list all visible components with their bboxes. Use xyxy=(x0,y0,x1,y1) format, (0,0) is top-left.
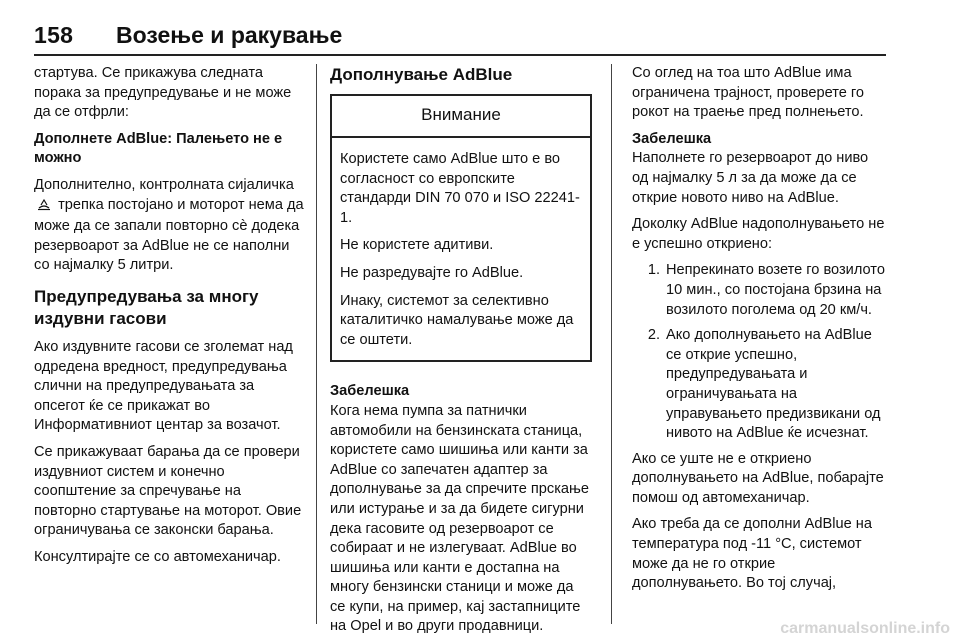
col1-para1 xyxy=(34,176,304,276)
section-title-high-emissions: Предупредувања за многу издувни гасови xyxy=(34,286,259,328)
watermark: carmanualsonline.info xyxy=(780,620,950,637)
caution-p2: Не користете адитиви. xyxy=(340,237,494,254)
list-item xyxy=(632,261,888,320)
caution-heading: Внимание xyxy=(332,96,590,138)
col1-para3: Се прикажуваат барања да се провери издувниот систем и конечно соопштение за спречување на повторно стартување на моторот. Овие ограничувања се законски барања. xyxy=(34,443,302,539)
step-text: Непрекинато возете го возилото 10 мин., со постојана брзина на возилото поголема од 20 км/ч. xyxy=(666,262,885,318)
step-number: 2. xyxy=(647,327,660,344)
caution-p4: Инаку, системот за селективно каталитичко намалување може да се оштети. xyxy=(340,292,574,348)
col3-para3: Ако треба да се дополни AdBlue на температура под -11 °C, системот може да не го открие дополнувањето. Во тој случај, xyxy=(632,516,872,592)
caution-p1: Користете само AdBlue што е во согласност со европските стандарди DIN 70 070 и ISO 22241-1. xyxy=(340,151,580,226)
list-item xyxy=(632,326,888,444)
page-title: Возење и ракување xyxy=(116,22,343,48)
col3-note-text: Наполнете го резервоарот до ниво од најмалку 5 л за да може да се открие новото ниво на AdBlue. xyxy=(632,150,869,206)
column-middle xyxy=(330,64,592,644)
step-text: Ако дополнувањето на AdBlue се открие успешно, предупредувањата и ограничувањата на управувањето предизвикани од нивото на AdBlue ќе исчезнат. xyxy=(666,327,881,442)
column-right xyxy=(632,64,888,601)
col1-para2: Ако издувните гасови се зголемат над одредена вредност, предупредувања слични на предупредувањата за опсегот ќе се прикажат во Информативниот центар за возачот. xyxy=(34,338,293,434)
col3-note-label: Забелешка xyxy=(632,130,712,147)
caution-box xyxy=(330,94,592,362)
column-divider-1 xyxy=(316,64,317,624)
caution-body xyxy=(332,138,590,360)
step-number: 1. xyxy=(647,262,660,279)
page-number: 158 xyxy=(34,22,74,48)
section-title-adblue-refill: Дополнување AdBlue xyxy=(330,65,513,84)
col2-note xyxy=(330,382,592,637)
col1-para1-before: Дополнително, контролната сијаличка xyxy=(34,176,294,193)
col1-para1-after: трепка постојано и моторот нема да може да се запали повторно сѐ додека резервоарот за AdBlue не се наполни со најмалку 5 литри. xyxy=(34,196,304,274)
col1-intro: стартува. Се прикажува следната порака за предупредување и не може да се отфрли: xyxy=(34,65,292,121)
caution-p3: Не разредувајте го AdBlue. xyxy=(340,264,524,281)
col3-intro: Со оглед на тоа што AdBlue има ограничена трајност, проверете го рокот на траење пред полнењето. xyxy=(632,65,865,121)
col3-steps xyxy=(632,261,888,443)
page-header xyxy=(34,14,886,56)
col2-note-text: Кога нема пумпа за патнички автомобили на бензинската станица, користете само шишиња или канти за AdBlue со запечатен адаптер за дополнување за да спречите прскање или истурање и за да бидете сигурни дека гасовите од резервоарот се собираат и не излегуваат. AdBlue во шишиња или канти е достапна на многу бензински станици и може да се купи, на пример, кај застапниците на Opel и во други продавници. xyxy=(330,402,589,635)
col1-para4: Консултирајте се со автомеханичар. xyxy=(34,548,281,565)
col3-para1: Доколку AdBlue надополнувањето не е успешно откриено: xyxy=(632,216,885,252)
col1-message-subhead: Дополнете AdBlue: Палењето не е можно xyxy=(34,130,283,167)
col2-note-label: Забелешка xyxy=(330,383,410,400)
column-left xyxy=(34,64,304,574)
adblue-warning-lamp-icon xyxy=(37,197,51,218)
col3-para2: Ако се уште не е откриено дополнувањето на AdBlue, побарајте помош од автомеханичар. xyxy=(632,450,884,506)
column-divider-2 xyxy=(611,64,612,624)
